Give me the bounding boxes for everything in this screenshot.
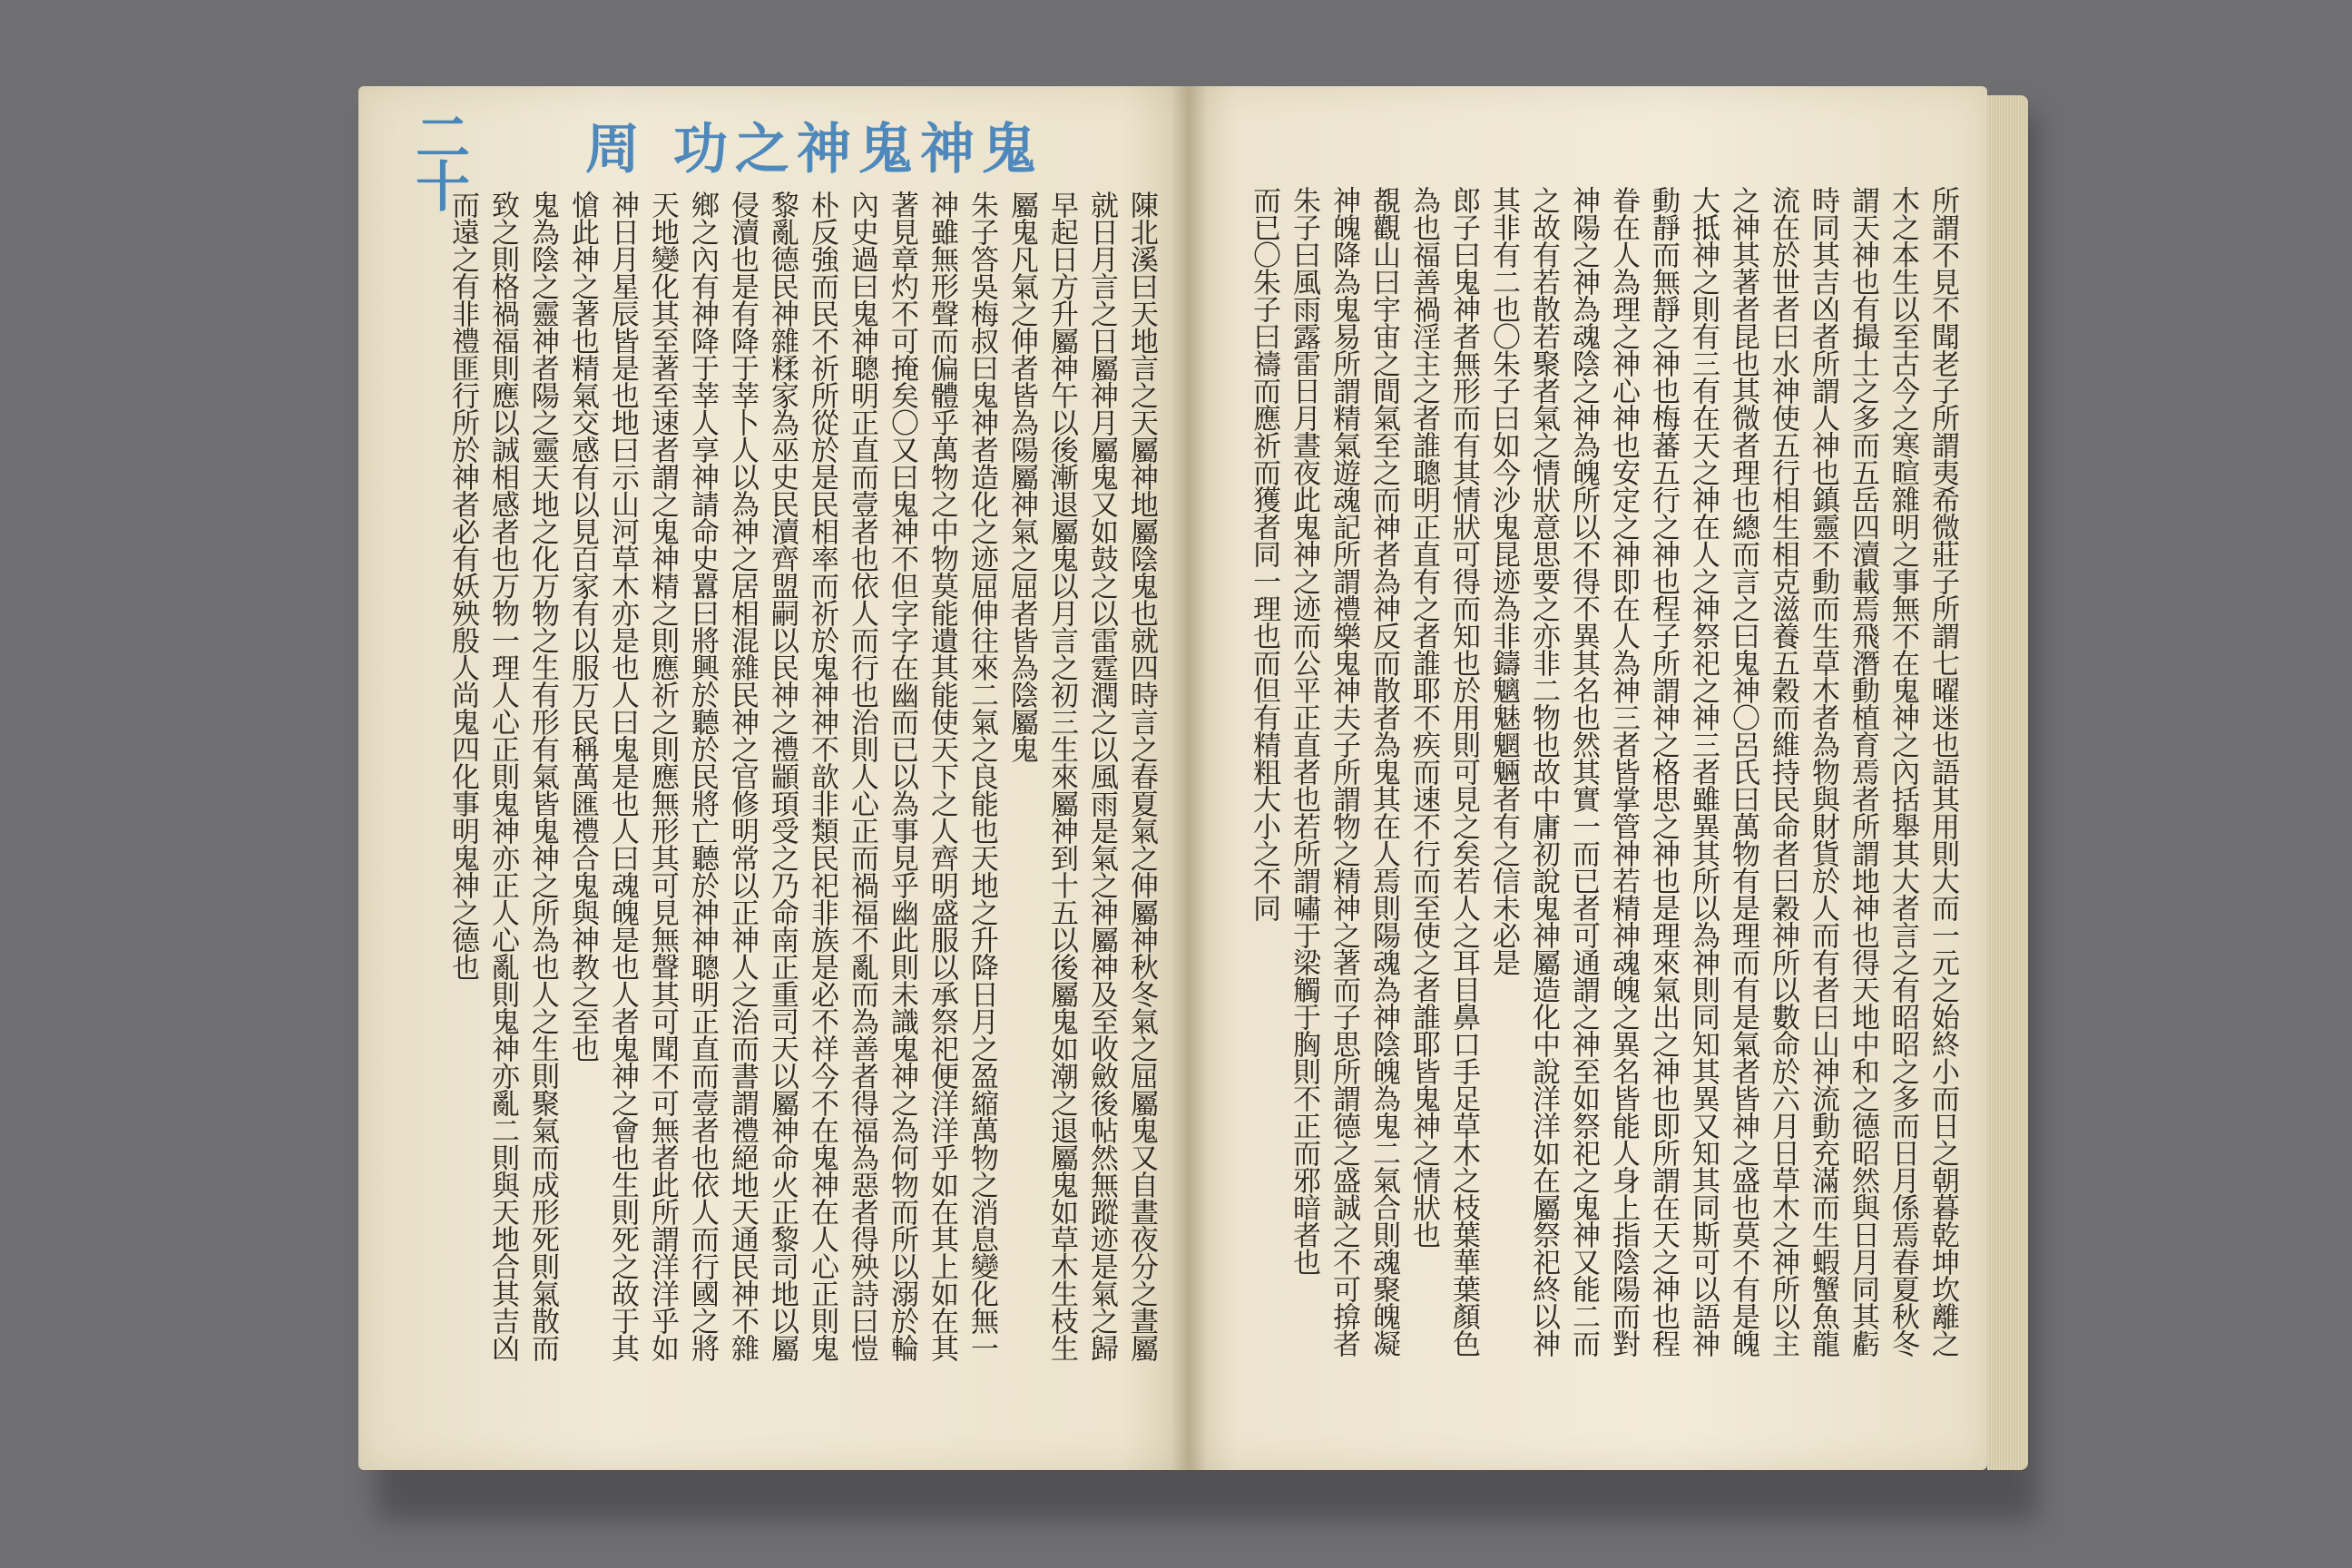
text-column: 朱子答吳梅叔曰鬼神者造化之迹屈伸往來二氣之良能也天地之升降日月之盈縮萬物之消息變化無一 [965, 191, 998, 1361]
text-column: 鄉之內有神降于莘人享神請命史囂曰將興於聽於民將亡聽於神神聰明正直而壹者也依人而行國之將 [686, 191, 719, 1361]
text-column: 神雖無形聲而偏體乎萬物之中物莫能遺其能使天下之人齊明盛服以承祭祀便洋洋乎如在其上如在其 [926, 191, 958, 1361]
text-column: 神魄降為鬼易所謂精氣遊魂記所謂禮樂鬼神夫子所謂物之精神之著而子思所謂德之盛誠之不可揜者 [1328, 186, 1360, 1357]
text-column: 鬼為陰之靈神者陽之靈天地之化万物之生有形有氣皆鬼神之所為也人之生則聚氣而成形死則氣散而 [526, 191, 559, 1361]
text-column: 眷在人為理之神心神也安定之神即在人為神三者皆掌管神若精神魂魄之異名皆能人身上指陰陽而對 [1607, 186, 1640, 1357]
text-column: 神陽之神為魂陰之神為魄所以不得不異其名也然其實一而已者可通謂之神至如祭祀之鬼神又能二而 [1567, 186, 1600, 1357]
text-column: 之神其著者昆也其微者理也總而言之曰鬼神〇呂氏曰萬物有是理而有是氣者皆神之盛也莫不有是魄 [1727, 186, 1759, 1357]
page-heading: 周 功之神鬼神鬼 [585, 118, 1044, 181]
text-column: 早起日方升屬神午以後漸退屬鬼以月言之初三生來屬神到十五以後屬鬼如潮之退屬鬼如草木生枝生 [1045, 191, 1078, 1361]
text-column: 郎子曰鬼神者無形而有其情狀可得而知也於用則可見之矣若人之耳目鼻口手足草木之枝葉華葉顏色 [1447, 186, 1480, 1357]
text-column: 就日月言之日屬神月屬鬼又如鼓之以雷霆潤之以風雨是氣之神屬神及至收斂後帖然無蹤迹是氣之歸 [1085, 191, 1118, 1361]
text-column: 為也福善禍淫主之者誰聰明正直有之者誰耶不疾而速不行而至使之者誰耶皆鬼神之情狀也 [1407, 186, 1440, 1248]
text-column: 所謂不見不聞老子所謂夷希微莊子所謂七曜迷也語其用則大而一元之始終小而日之朝暮乾坤坎離之 [1926, 186, 1959, 1357]
text-column: 而已〇朱子曰禱而應祈而獲者同一理也而但有精粗大小之不同 [1248, 186, 1280, 921]
text-column: 陳北溪曰天地言之天屬神地屬陰鬼也就四時言之春夏氣之伸屬神秋冬氣之屈屬鬼又自晝夜分之晝屬 [1125, 191, 1158, 1361]
text-column: 內史過曰鬼神聰明正直而壹者也依人而行也治則人心正而禍福不亂而為善者得福為惡者得殃詩曰愷 [846, 191, 878, 1361]
text-column: 流在於世者曰水神使五行相生相克滋養五穀而維持民命者曰穀神所以數命於六月日草木之神所以主 [1767, 186, 1799, 1357]
book-gutter [1171, 86, 1207, 1470]
right-page [1189, 86, 1987, 1470]
text-column: 之故有若散若聚者氣之情狀意思要之亦非二物也故中庸初說鬼神屬造化中說洋洋如在屬祭祀終以神 [1527, 186, 1560, 1357]
text-column: 朴反強而民不祈所從於是民相率而祈於鬼神神不歆非類民祀非族是必不祥今不在鬼神在人心正則鬼 [806, 191, 838, 1361]
text-column: 覩觀山曰宇宙之間氣至之而神者為神反而散者為鬼其在人焉則陽魂為神陰魄為鬼二氣合則魂聚魄凝 [1367, 186, 1400, 1357]
text-column: 其非有二也〇朱子曰如今沙鬼昆迹為非鑄魑魅魍魎者有之信未必是 [1487, 186, 1520, 975]
left-page [358, 86, 1189, 1470]
text-column: 愴此神之著也精氣交感有以見百家有以服万民稱萬匯禮合鬼與神教之至也 [566, 191, 599, 1062]
page-number: 二十 [407, 109, 470, 207]
text-column: 致之則格禍福則應以誠相感者也万物一理人心正則鬼神亦正人心亂則鬼神亦亂二則與天地合其吉凶 [486, 191, 519, 1361]
open-book [358, 86, 2028, 1502]
text-column: 時同其吉凶者所謂人神也鎮靈不動而生草木者為物與財貨於人而有者曰山神流動充滿而生蝦蟹魚龍 [1807, 186, 1839, 1357]
text-column: 動靜而無靜之神也梅蕃五行之神也程子所謂神之格思之神也是理來氣出之神也即所謂在天之神也程 [1647, 186, 1680, 1357]
text-column: 木之本生以至古今之寒暄雜明之事無不在鬼神之內括舉其大者言之有昭昭之多而日月係焉春夏秋冬 [1886, 186, 1919, 1357]
page-edges [1987, 95, 2028, 1470]
text-column: 著見章灼不可掩矣〇又曰鬼神不但字字在幽而已以為事見乎幽此則未識鬼神之為何物而所以溺於輪 [886, 191, 918, 1361]
text-column: 朱子曰風雨露雷日月晝夜此鬼神之迹而公平正直者也若所謂嘯于梁觸于胸則不正而邪暗者也 [1288, 186, 1320, 1275]
text-column: 侵瀆也是有降于莘卜人以為神之居相混雜民神之官修明常以正神人之治而書謂禮絕地天通民神不雜 [726, 191, 759, 1361]
text-column: 屬鬼凡氣之伸者皆為陽屬神氣之屈者皆為陰屬鬼 [1005, 191, 1038, 762]
text-column: 而遠之有非禮匪行所於神者必有妖殃殷人尚鬼四化事明鬼神之德也 [446, 191, 479, 980]
text-column: 神日月星辰皆是也地曰示山河草木亦是也人曰鬼是也人曰魂魄是也人者鬼神之會也生則死之故于其 [606, 191, 639, 1361]
text-column: 大抵神之則有三有在天之神在人之神祭祀之神三者雖異其所以為神則同知其異又知其同斯可以語神 [1687, 186, 1720, 1357]
text-column: 黎亂德民神雜糅家為巫史民瀆齊盟嗣以民神之禮顓頊受之乃命南正重司天以屬神命火正黎司地以屬 [766, 191, 799, 1361]
text-column: 謂天神也有撮土之多而五岳四瀆載焉飛潛動植育焉者所謂地神也得天地中和之德昭然與日月同其虧 [1847, 186, 1879, 1357]
text-column: 天地變化其至著至速者謂之鬼神精之則應祈之則應無形其可見無聲其可聞不可無者此所謂洋洋乎如 [646, 191, 679, 1361]
